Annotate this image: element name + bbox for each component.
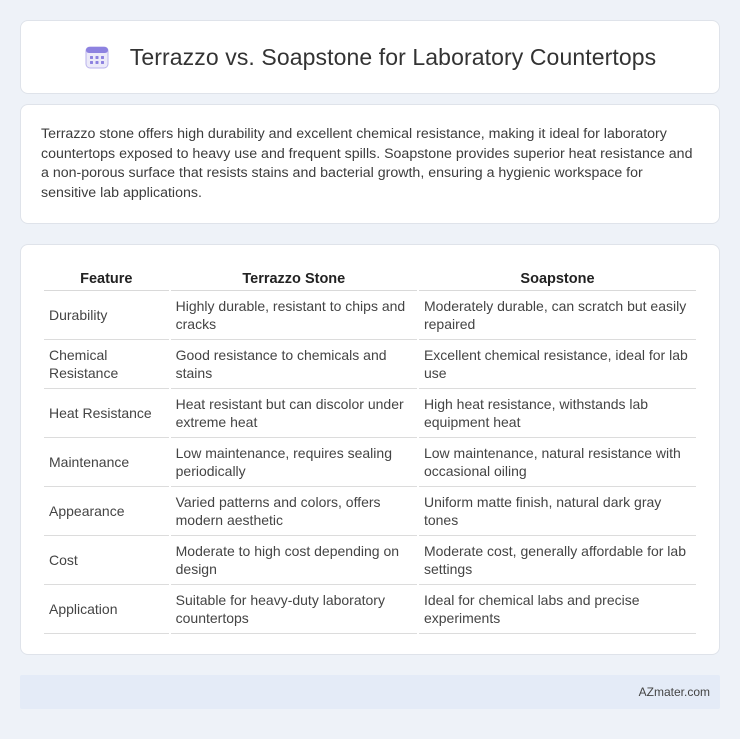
comparison-table [42,267,698,634]
cell-feature: Heat Resistance [44,389,169,438]
table-row [44,438,696,487]
cell-soapstone: Low maintenance, natural resistance with occasional oiling [419,438,696,487]
header-feature: Feature [44,267,169,291]
table-header-row [44,267,696,291]
cell-terrazzo: Good resistance to chemicals and stains [171,340,417,389]
cell-terrazzo: Low maintenance, requires sealing periodically [171,438,417,487]
title-wrap [84,44,657,71]
table-row [44,389,696,438]
table-row [44,291,696,340]
footer-site-link[interactable]: AZmater.com [638,685,710,699]
intro-paragraph: Terrazzo stone offers high durability and excellent chemical resistance, making it ideal for laboratory countertops exposed to heavy use and frequent spills. Soapstone provides superior heat resistance and a non-porous surface that resists stains and bacterial growth, ensuring a hygienic workspace for sensitive lab applications. [41,126,693,201]
cell-soapstone: Uniform matte finish, natural dark gray tones [419,487,696,536]
cell-soapstone: High heat resistance, withstands lab equipment heat [419,389,696,438]
table-row [44,340,696,389]
cell-feature: Cost [44,536,169,585]
footer-bar [20,675,720,709]
table-row [44,536,696,585]
cell-terrazzo: Highly durable, resistant to chips and cracks [171,291,417,340]
header-soapstone: Soapstone [419,267,696,291]
table-row [44,487,696,536]
cell-terrazzo: Varied patterns and colors, offers modern aesthetic [171,487,417,536]
cell-feature: Application [44,585,169,634]
cell-feature: Durability [44,291,169,340]
cell-soapstone: Ideal for chemical labs and precise experiments [419,585,696,634]
calendar-icon [84,44,110,70]
header-terrazzo: Terrazzo Stone [171,267,417,291]
cell-soapstone: Moderate cost, generally affordable for lab settings [419,536,696,585]
cell-terrazzo: Moderate to high cost depending on design [171,536,417,585]
cell-feature: Maintenance [44,438,169,487]
title-card [20,20,720,94]
cell-soapstone: Moderately durable, can scratch but easily repaired [419,291,696,340]
cell-soapstone: Excellent chemical resistance, ideal for lab use [419,340,696,389]
cell-terrazzo: Suitable for heavy-duty laboratory countertops [171,585,417,634]
page-title: Terrazzo vs. Soapstone for Laboratory Countertops [129,43,657,70]
cell-terrazzo: Heat resistant but can discolor under extreme heat [171,389,417,438]
cell-feature: Appearance [44,487,169,536]
comparison-table-card [20,244,720,655]
table-row [44,585,696,634]
cell-feature: Chemical Resistance [44,340,169,389]
intro-card [20,104,720,224]
